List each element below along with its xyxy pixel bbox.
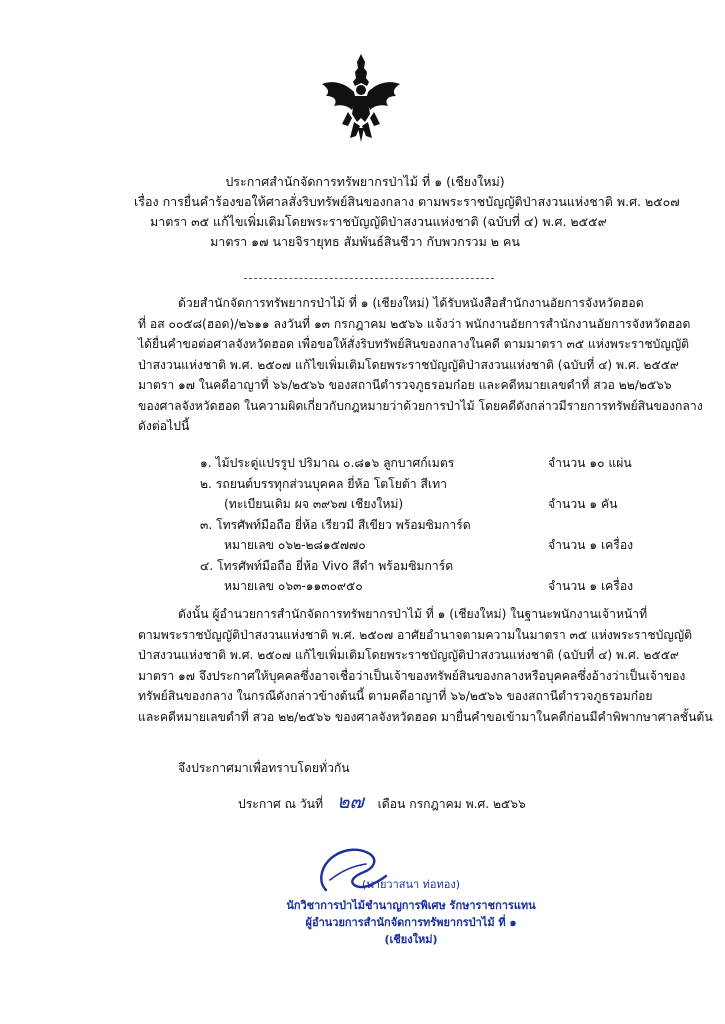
signer-position: นักวิชาการป่าไม้ชำนาญการพิเศษ รักษาราชการแทน (286, 899, 536, 912)
list-item (200, 453, 660, 474)
announce-date (238, 792, 526, 814)
item-description: ๓. โทรศัพท์มือถือ ยี่ห้อ เรียวมี สีเขียว พร้อมซิมการ์ด (200, 517, 471, 532)
item-continuation: หมายเลข ๐๖๓-๑๑๓๐๙๕๐ (224, 579, 363, 593)
notice-line: และคดีหมายเลขดำที่ สวอ ๒๒/๒๕๖๖ ของศาลจังหวัดฮอด มายื่นคำขอเข้ามาในคดีก่อนมีคำพิพากษาศาลชั้นต้น (138, 709, 713, 724)
notice-line: มาตรา ๑๗ จึงประกาศให้บุคคลซึ่งอาจเชื่อว่าเป็นเจ้าของทรัพย์สินของกลางหรือบุคคลซึ่งอ้างว่าเป็นเจ้าของ (138, 668, 686, 683)
list-item (200, 515, 660, 536)
list-item (200, 494, 660, 515)
item-quantity: จำนวน ๑ คัน (548, 497, 618, 511)
intro-line: ดังต่อไปนี้ (138, 419, 190, 433)
date-suffix: เดือน กรกฎาคม พ.ศ. ๒๕๖๖ (377, 797, 526, 811)
intro-line: ได้ยื่นคำขอต่อศาลจังหวัดฮอด เพื่อขอให้สั่งริบทรัพย์สินของกลางในคดี ตามมาตรา ๓๕ แห่งพระราชบัญญัติ (138, 337, 690, 351)
announce-text: จึงประกาศมาเพื่อทราบโดยทั่วกัน (178, 761, 350, 775)
intro-line: ของศาลจังหวัดฮอด ในความผิดเกี่ยวกับกฎหมายว่าด้วยการป่าไม้ โดยคดีดังกล่าวมีรายการทรัพย์สินของกลาง (138, 398, 703, 413)
intro-line: ที่ อส ๐๐๕๘(ฮอด)/๒๖๑๑ ลงวันที่ ๑๓ กรกฎาคม ๒๕๖๖ แจ้งว่า พนักงานอัยการสำนักงานอัยการจังหวัดฮอด (138, 316, 691, 331)
heading-line-4: มาตรา ๑๗ นายจิรายุทธ สัมพันธ์สินชีวา กับพวกรวม ๒ คน (210, 234, 520, 249)
notice-line: ดังนั้น ผู้อำนวยการสำนักจัดการทรัพยากรป่าไม้ ที่ ๑ (เชียงใหม่) ในฐานะพนักงานเจ้าหน้าที่ (178, 607, 648, 621)
item-continuation: หมายเลข ๐๖๒-๒๘๑๕๗๗๐ (224, 538, 366, 552)
heading-line-3: มาตรา ๓๕ แก้ไขเพิ่มเติมโดยพระราชบัญญัติป่าสงวนแห่งชาติ (ฉบับที่ ๔) พ.ศ. ๒๕๕๙ (150, 214, 607, 229)
notice-line: ทรัพย์สินของกลาง ในกรณีดังกล่าวข้างต้นนี้ ตามคดีอาญาที่ ๖๖/๒๕๖๖ ของสถานีตำรวจภูธรอมก๋อย (138, 689, 653, 703)
date-prefix: ประกาศ ณ วันที่ (238, 797, 324, 811)
intro-line: ป่าสงวนแห่งชาติ พ.ศ. ๒๕๐๗ แก้ไขเพิ่มเติมโดยพระราชบัญญัติป่าสงวนแห่งชาติ (ฉบับที่ ๔) พ.ศ. ๒๕๕๙ (138, 357, 679, 372)
item-quantity: จำนวน ๑๐ แผ่น (548, 456, 632, 470)
signer-name: (นายวาสนา ท่อทอง) (361, 878, 461, 891)
signature-block (286, 876, 536, 948)
item-description: ๔. โทรศัพท์มือถือ ยี่ห้อ Vivo สีดำ พร้อมซิมการ์ด (200, 558, 454, 573)
item-quantity: จำนวน ๑ เครื่อง (548, 579, 634, 593)
intro-line: มาตรา ๑๗ ในคดีอาญาที่ ๖๖/๒๕๖๖ ของสถานีตำรวจภูธรอมก๋อย และคดีหมายเลขดำที่ สวอ ๒๒/๒๕๖๖ (138, 378, 672, 392)
intro-paragraph (138, 293, 703, 437)
item-continuation: (ทะเบียนเดิม ผจ ๓๙๖๗ เชียงใหม่) (224, 497, 404, 511)
list-item (200, 576, 660, 597)
intro-line: ด้วยสำนักจัดการทรัพยากรป่าไม้ ที่ ๑ (เชียงใหม่) ได้รับหนังสือสำนักงานอัยการจังหวัดฮอด (178, 296, 644, 310)
notice-line: ป่าสงวนแห่งชาติ พ.ศ. ๒๕๐๗ แก้ไขเพิ่มเติมโดยพระราชบัญญัติป่าสงวนแห่งชาติ (ฉบับที่ ๔) พ.ศ. ๒๕๕๙ (138, 648, 679, 662)
notice-line: ตามพระราชบัญญัติป่าสงวนแห่งชาติ พ.ศ. ๒๕๐๗ อาศัยอำนาจตามความในมาตรา ๓๕ แห่งพระราชบัญญัติ (138, 627, 693, 642)
list-item (200, 474, 660, 495)
signer-position: ผู้อำนวยการสำนักจัดการทรัพยากรป่าไม้ ที่ ๑ (เชียงใหม่) (305, 916, 517, 946)
item-description: ๒. รถยนต์บรรทุกส่วนบุคคล ยี่ห้อ โตโยต้า สีเทา (200, 476, 447, 491)
heading-line-1: ประกาศสำนักจัดการทรัพยากรป่าไม้ ที่ ๑ (เชียงใหม่) (225, 174, 505, 189)
date-day: ๒๗ (336, 791, 364, 813)
garuda-emblem-icon (318, 52, 404, 144)
notice-paragraph (138, 604, 713, 727)
heading-separator (244, 278, 494, 279)
list-item (200, 535, 660, 556)
item-description: ๑. ไม้ประดู่แปรรูป ปริมาณ ๐.๘๑๖ ลูกบาศก์เมตร (200, 456, 455, 470)
heading-line-2: เรื่อง การยื่นคำร้องขอให้ศาลสั่งริบทรัพย์สินของกลาง ตามพระราชบัญญัติป่าสงวนแห่งชาติ พ.ศ. ๒๕๐๗ (134, 194, 680, 209)
list-item (200, 556, 660, 577)
item-quantity: จำนวน ๑ เครื่อง (548, 538, 634, 552)
document-heading (134, 172, 680, 252)
item-list (200, 453, 660, 597)
